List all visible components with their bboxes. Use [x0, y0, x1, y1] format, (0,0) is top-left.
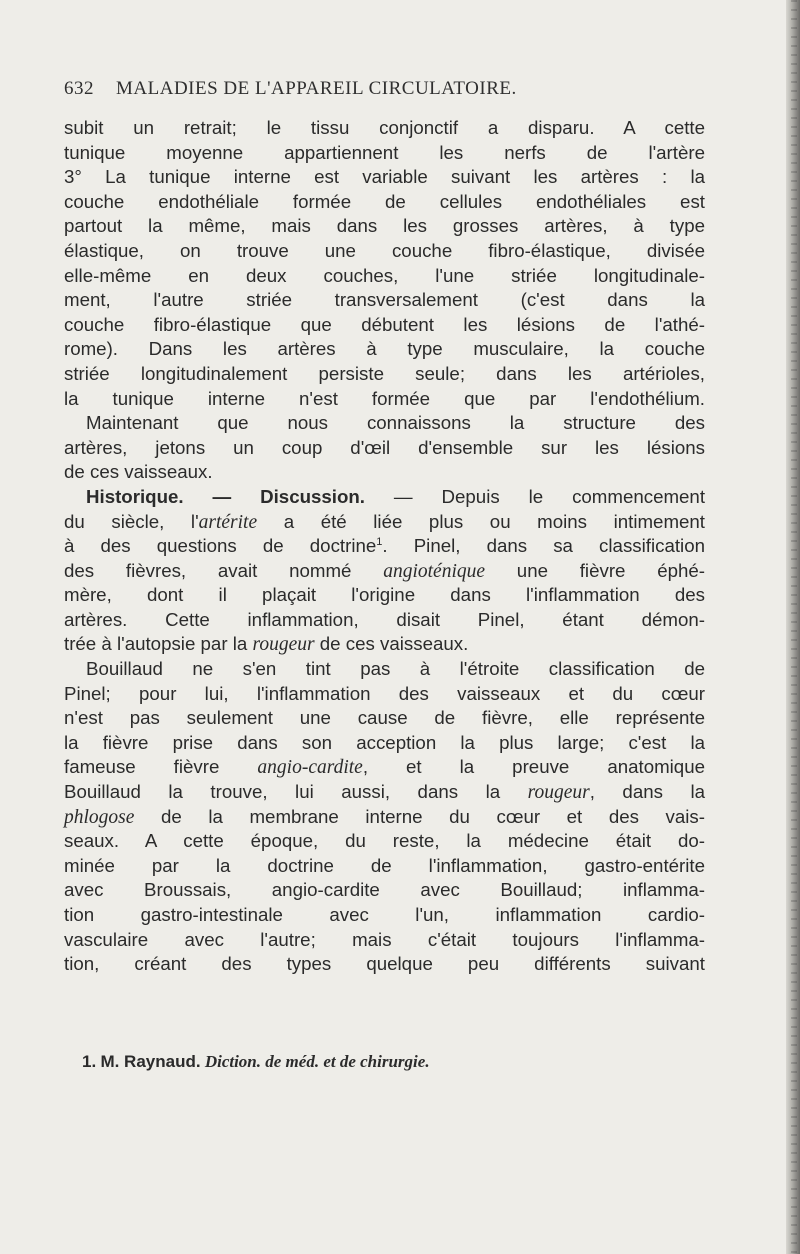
text-line: artères. Cette inflammation, disait Pinel, étant démon- [64, 608, 705, 630]
text-line: tion gastro-intestinale avec l'un, inflammation cardio- [64, 904, 705, 925]
page-number: 632 [64, 78, 94, 99]
text-line [64, 510, 705, 535]
text-line [64, 632, 705, 657]
text-line [64, 559, 705, 584]
text-line: de ces vaisseaux. [64, 461, 213, 483]
italic-term: rougeur [252, 634, 315, 656]
text-run: du siècle, l' [64, 510, 199, 532]
footnote-work-title: Diction. de méd. et de chirurgie. [204, 1052, 430, 1071]
running-title: MALADIES DE L'APPAREIL CIRCULATOIRE. [116, 78, 517, 99]
text-line: élastique, on trouve une couche fibro-élastique, divisée [64, 239, 705, 261]
text-line: seaux. A cette époque, du reste, la médecine était do- [64, 830, 705, 852]
italic-term: phlogose [64, 806, 135, 828]
text-line: striée longitudinalement persiste seule; dans les artérioles, [64, 362, 705, 384]
text-run: Bouillaud la trouve, lui aussi, dans la [64, 781, 528, 803]
text-line: ment, l'autre striée transversalement (c'est dans la [64, 289, 705, 311]
italic-term: rougeur [527, 782, 590, 804]
footnote-author: M. Raynaud. [100, 1052, 201, 1071]
text-line [64, 805, 705, 830]
text-line: avec Broussais, angio-cardite avec Bouillaud; inflamma- [64, 879, 705, 901]
text-run: , dans la [589, 781, 705, 803]
text-run: fameuse fièvre [64, 756, 258, 778]
section-heading: Historique. — Discussion. [86, 485, 366, 507]
text-run: de ces vaisseaux. [314, 633, 469, 655]
footnote-number: 1. [82, 1052, 97, 1071]
italic-term: angio-cardite [257, 757, 363, 779]
text-line [64, 485, 705, 510]
text-line: elle-même en deux couches, l'une striée longitudinale- [64, 264, 705, 286]
text-line [64, 534, 705, 559]
text-line: couche fibro-élastique que débutent les lésions de l'athé- [64, 313, 705, 335]
page-edge-binding [791, 0, 797, 1254]
text-line: partout la même, mais dans les grosses artères, à type [64, 215, 705, 237]
text-line: minée par la doctrine de l'inflammation, gastro-entérite [64, 854, 705, 876]
text-line [64, 780, 705, 805]
text-run: de la membrane interne du cœur et des vais- [134, 805, 705, 827]
text-line: la tunique interne n'est formée que par l'endothélium. [64, 387, 705, 409]
text-line [64, 755, 705, 780]
text-line: Pinel; pour lui, l'inflammation des vaisseaux et du cœur [64, 682, 705, 704]
text-line: Maintenant que nous connaissons la structure des [86, 412, 705, 434]
footnote [82, 1052, 702, 1072]
footnote-marker: 1 [376, 535, 383, 548]
text-line: mère, dont il plaçait l'origine dans l'inflammation des [64, 584, 705, 606]
text-line: Bouillaud ne s'en tint pas à l'étroite classification de [86, 658, 705, 680]
text-line: tion, créant des types quelque peu différents suivant [64, 953, 705, 975]
text-line: subit un retrait; le tissu conjonctif a disparu. A cette [64, 117, 705, 138]
running-header [64, 78, 704, 102]
text-run: a été liée plus ou moins intimement [257, 510, 705, 532]
text-run: trée à l'autopsie par la [64, 633, 253, 655]
text-run: , et la preuve anatomique [362, 756, 705, 778]
text-line: artères, jetons un coup d'œil d'ensemble sur les lésions [64, 436, 705, 458]
text-run: des fièvres, avait nommé [64, 559, 384, 581]
text-line: tunique moyenne appartiennent les nerfs de l'artère [64, 141, 705, 163]
text-run: à des questions de doctrine [64, 535, 377, 557]
text-line: la fièvre prise dans son acception la plus large; c'est la [64, 731, 705, 753]
text-line: 3° La tunique interne est variable suivant les artères : la [64, 166, 705, 188]
italic-term: artérite [198, 511, 258, 533]
text-line: n'est pas seulement une cause de fièvre, elle représente [64, 707, 705, 729]
body-text [64, 116, 705, 977]
italic-term: angioténique [383, 560, 486, 582]
text-line: rome). Dans les artères à type musculaire, la couche [64, 338, 705, 360]
text-line: couche endothéliale formée de cellules endothéliales est [64, 190, 705, 212]
text-run: une fièvre éphé- [485, 559, 705, 581]
text-run: — Depuis le commencement [365, 485, 706, 507]
text-line: vasculaire avec l'autre; mais c'était toujours l'inflamma- [64, 928, 705, 950]
text-run: . Pinel, dans sa classification [382, 535, 705, 557]
